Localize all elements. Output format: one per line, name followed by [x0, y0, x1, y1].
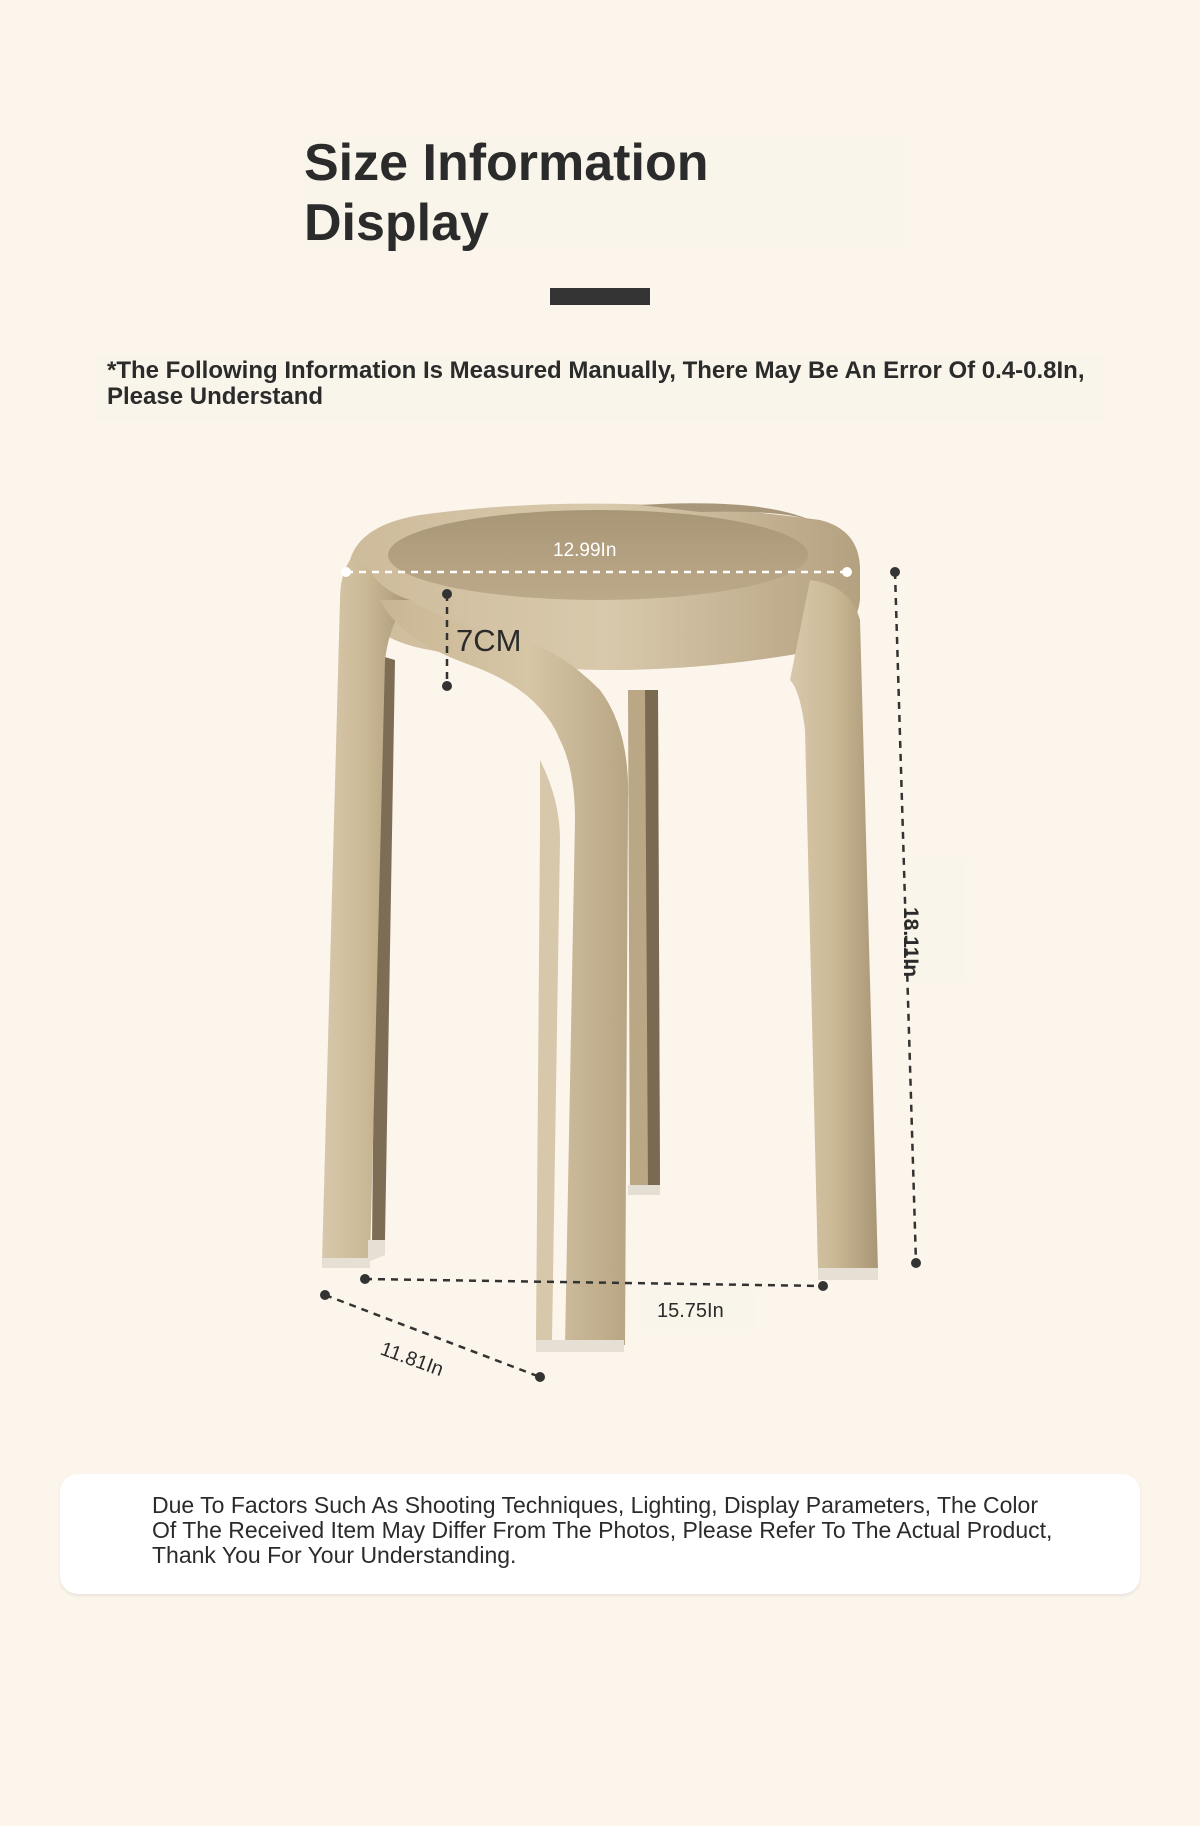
front-right-foot [818, 1268, 878, 1280]
height-label: 18.11In [899, 907, 922, 978]
front-left-leg [322, 560, 410, 1262]
page-title: Size Information Display [304, 134, 709, 252]
seat-thickness-label: 7CM [456, 623, 522, 658]
front-middle-leg [380, 600, 628, 1345]
front-right-leg [790, 580, 878, 1270]
front-middle-foot [536, 1340, 624, 1352]
base-depth-label: 11.81In [377, 1338, 447, 1381]
base-width-label: 15.75In [657, 1300, 724, 1322]
color-disclaimer: Due To Factors Such As Shooting Techniques, Lighting, Display Parameters, The Color Of The Received Item May Differ From The Photos, Please Refer To The Actual Product, Thank You For Your Understanding. [152, 1492, 1053, 1568]
seat-diameter-label: 12.99In [553, 540, 617, 561]
front-left-foot-cap [368, 1240, 385, 1262]
front-middle-leg-inner [536, 760, 560, 1340]
front-left-foot [322, 1258, 370, 1268]
back-leg-middle-foot [628, 1185, 660, 1195]
measurement-note: *The Following Information Is Measured Manually, There May Be An Error Of 0.4-0.8In, Please Understand [107, 357, 1085, 410]
